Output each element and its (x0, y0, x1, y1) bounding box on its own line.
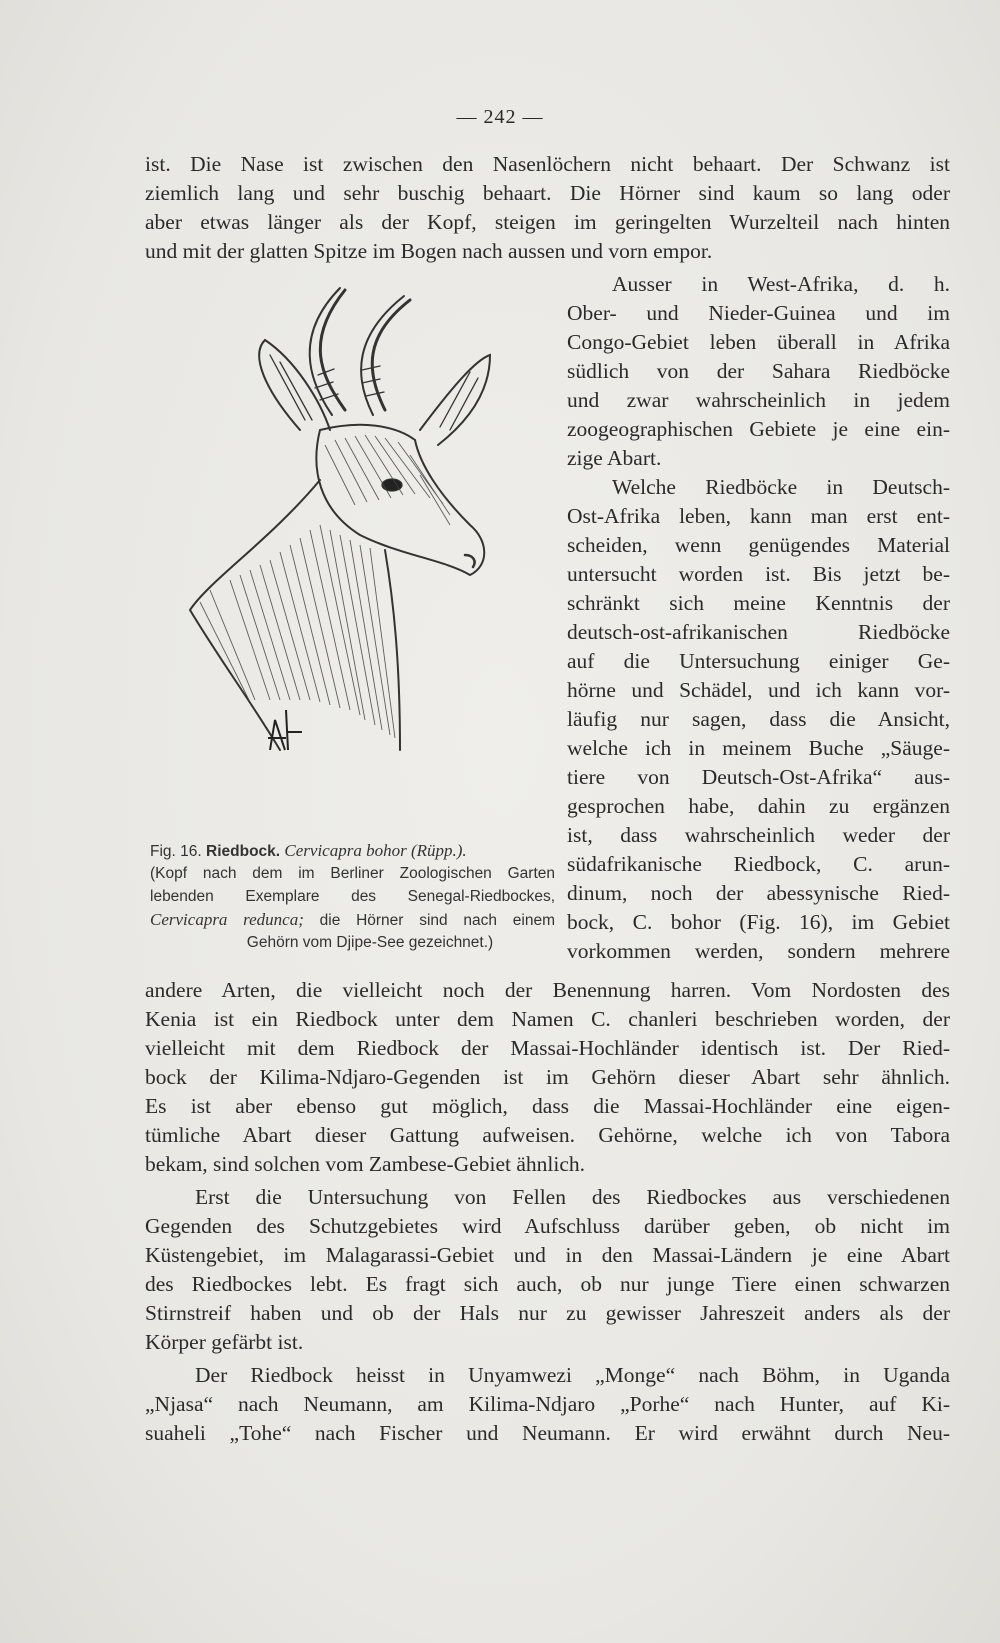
text-line: ist, dass wahrscheinlich weder der (567, 823, 950, 847)
figure-caption-line: Gehörn vom Djipe-See gezeichnet.) (246, 934, 494, 951)
text-line: Küstengebiet, im Malagarassi-Gebiet und in den Massai-Ländern je eine Abart (145, 1243, 950, 1267)
text-line: scheiden, wenn genügendes Material (567, 533, 950, 557)
figure-caption-line: (Kopf nach dem im Berliner Zoologischen Garten (150, 865, 555, 882)
text-line: und zwar wahrscheinlich in jedem (567, 388, 950, 412)
text-line: des Riedbockes lebt. Es fragt sich auch, ob nur junge Tiere einen schwarzen (145, 1272, 950, 1296)
artist-monogram-icon (268, 710, 302, 750)
text-line: zige Abart. (567, 446, 662, 470)
text-line: bock der Kilima-Ndjaro-Gegenden ist im Gehörn dieser Abart sehr ähnlich. (145, 1065, 950, 1089)
text-line: ist. Die Nase ist zwischen den Nasenlöchern nicht behaart. Der Schwanz ist (145, 152, 950, 176)
text-line: Congo-Gebiet leben überall in Afrika (567, 330, 950, 354)
text-line: aber etwas länger als der Kopf, steigen im geringelten Wurzelteil nach hinten (145, 210, 950, 234)
text-line: Stirnstreif haben und ob der Hals nur zu gewisser Jahreszeit anders als der (145, 1301, 950, 1325)
figure-caption-text: die Hörner sind nach einem (319, 912, 555, 929)
figure-caption-line: lebenden Exemplare des Senegal-Riedbockes, (150, 888, 555, 905)
text-line: Ost-Afrika leben, kann man erst ent- (567, 504, 950, 528)
text-line: „Njasa“ nach Neumann, am Kilima-Ndjaro „Porhe“ nach Hunter, auf Ki- (145, 1392, 950, 1416)
text-line: südlich von der Sahara Riedböcke (567, 359, 950, 383)
page-number: — 242 — (456, 106, 544, 128)
figure-caption-line (150, 840, 555, 863)
text-line: gesprochen habe, dahin zu ergänzen (567, 794, 950, 818)
text-line: dinum, noch der abessynische Ried- (567, 881, 950, 905)
text-line: Es ist aber ebenso gut möglich, dass die Massai-Hochländer eine eigen- (145, 1094, 950, 1118)
figure-caption-line (150, 909, 555, 932)
figure-label: Fig. 16. (150, 843, 202, 860)
text-line: ziemlich lang und sehr buschig behaart. Die Hörner sind kaum so lang oder (145, 181, 950, 205)
text-line: Kenia ist ein Riedbock unter dem Namen C. chanleri beschrieben worden, der (145, 1007, 950, 1031)
figure-title: Riedbock. (206, 843, 281, 860)
text-line: bekam, sind solchen vom Zambese-Gebiet ähnlich. (145, 1152, 586, 1176)
text-line: Gegenden des Schutzgebietes wird Aufschluss darüber geben, ob nicht im (145, 1214, 950, 1238)
text-line: Ausser in West-Afrika, d. h. (612, 272, 950, 296)
text-line: Ober- und Nieder-Guinea und im (567, 301, 950, 325)
figure-species: Cervicapra bohor (Rüpp.). (284, 841, 467, 860)
text-line: Körper gefärbt ist. (145, 1330, 304, 1354)
text-line: Der Riedbock heisst in Unyamwezi „Monge“ nach Böhm, in Uganda (195, 1363, 950, 1387)
text-line: tiere von Deutsch-Ost-Afrika“ aus- (567, 765, 950, 789)
text-line: andere Arten, die vielleicht noch der Benennung harren. Vom Nordosten des (145, 978, 950, 1002)
text-line: hörne und Schädel, und ich kann vor- (567, 678, 950, 702)
text-line: bock, C. bohor (Fig. 16), im Gebiet (567, 910, 950, 934)
text-line: tümliche Abart dieser Gattung aufweisen. Gehörne, welche ich von Tabora (145, 1123, 950, 1147)
text-line: südafrikanische Riedbock, C. arun- (567, 852, 950, 876)
text-line: auf die Untersuchung einiger Ge- (567, 649, 950, 673)
text-line: zoogeographischen Gebiete je eine ein- (567, 417, 950, 441)
text-line: untersucht worden ist. Bis jetzt be- (567, 562, 950, 586)
text-line: läufig nur sagen, dass die Ansicht, (567, 707, 950, 731)
text-line: Erst die Untersuchung von Fellen des Riedbockes aus verschiedenen (195, 1185, 950, 1209)
text-line: deutsch-ost-afrikanischen Riedböcke (567, 620, 950, 644)
figure-caption-species: Cervicapra redunca; (150, 910, 304, 929)
text-line: schränkt sich meine Kenntnis der (567, 591, 950, 615)
text-line: vorkommen werden, sondern mehrere (567, 939, 950, 963)
text-line: welche ich in meinem Buche „Säuge- (567, 736, 950, 760)
riedbock-figure (170, 280, 540, 840)
text-line: vielleicht mit dem Riedbock der Massai-Hochländer identisch ist. Der Ried- (145, 1036, 950, 1060)
text-line: suaheli „Tohe“ nach Fischer und Neumann. Er wird erwähnt durch Neu- (145, 1421, 950, 1445)
text-line: und mit der glatten Spitze im Bogen nach aussen und vorn empor. (145, 239, 713, 263)
text-line: Welche Riedböcke in Deutsch- (612, 475, 950, 499)
